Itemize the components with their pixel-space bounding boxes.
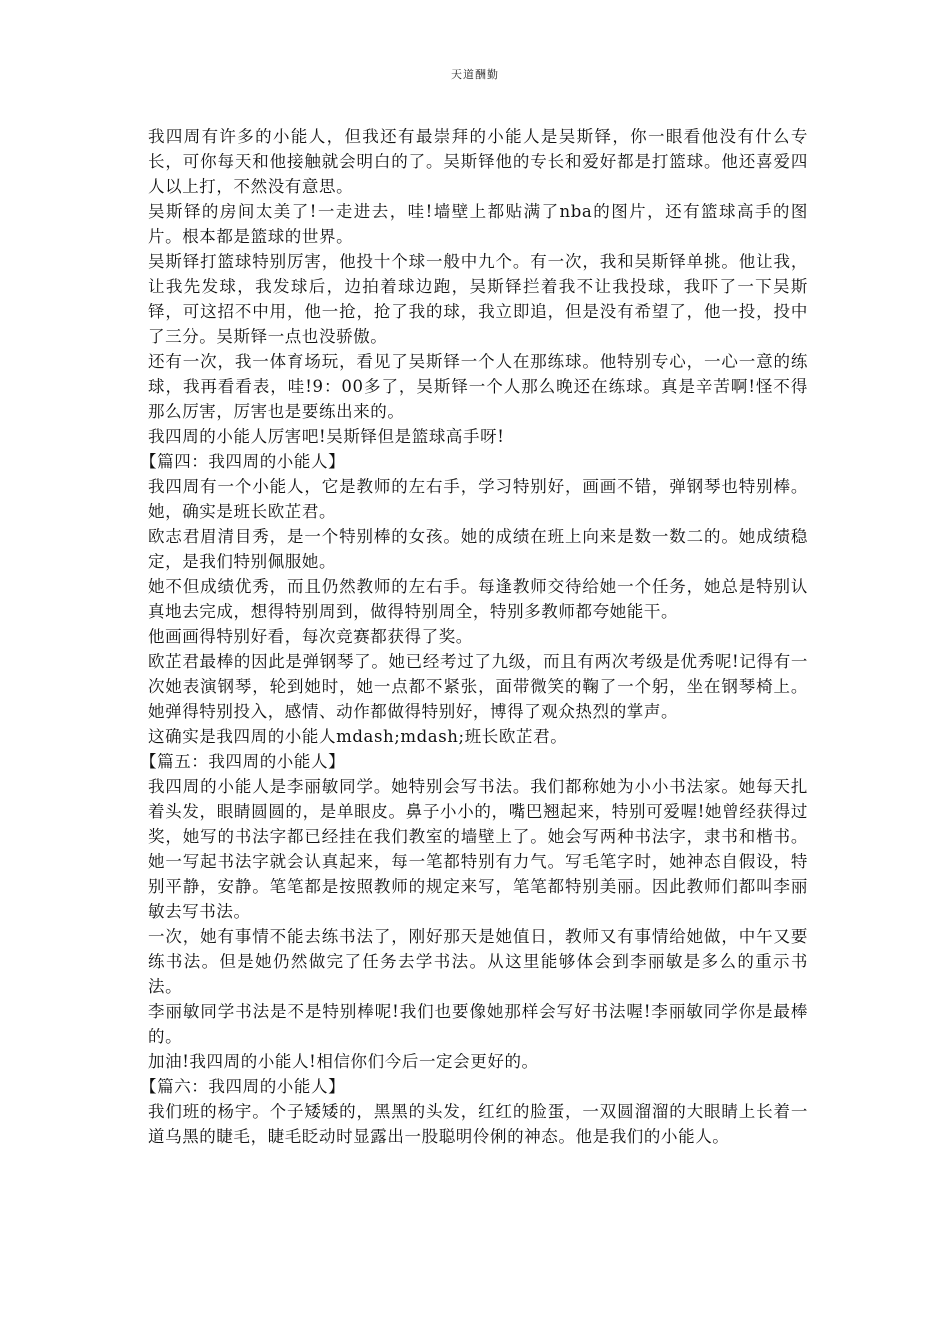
document-body	[140, 124, 808, 1149]
paragraph: 我四周的小能人厉害吧!吴斯铎但是篮球高手呀!	[148, 427, 505, 446]
paragraph: 欧芷君最棒的因此是弹钢琴了。她已经考过了九级，而且有两次考级是优秀呢!记得有一次她表演钢琴，轮到她时，她一点都不紧张，面带微笑的鞠了一个躬，坐在钢琴椅上。她弹得特别投入，感情、动作都做得特别好，博得了观众热烈的掌声。	[148, 652, 808, 721]
section-heading: 【篇六：我四周的小能人】	[140, 1077, 346, 1096]
paragraph: 我四周有许多的小能人，但我还有最崇拜的小能人是吴斯铎，你一眼看他没有什么专长，可你每天和他接触就会明白的了。吴斯铎他的专长和爱好都是打篮球。他还喜爱四人以上打，不然没有意思。	[148, 127, 808, 196]
paragraph: 还有一次，我一体育场玩，看见了吴斯铎一个人在那练球。他特别专心，一心一意的练球，我再看看表，哇!9：00多了，吴斯铎一个人那么晚还在练球。真是辛苦啊!怪不得那么厉害，厉害也是要练出来的。	[148, 352, 808, 421]
paragraph: 吴斯铎打篮球特别厉害，他投十个球一般中九个。有一次，我和吴斯铎单挑。他让我，让我先发球，我发球后，边拍着球边跑，吴斯铎拦着我不让我投球，我吓了一下吴斯铎，可这招不中用，他一抢，抢了我的球，我立即追，但是没有希望了，他一投，投中了三分。吴斯铎一点也没骄傲。	[148, 252, 808, 346]
paragraph: 欧志君眉清目秀，是一个特别棒的女孩。她的成绩在班上向来是数一数二的。她成绩稳定，是我们特别佩服她。	[148, 527, 808, 571]
paragraph: 我四周有一个小能人，它是教师的左右手，学习特别好，画画不错，弹钢琴也特别棒。她，确实是班长欧芷君。	[148, 477, 808, 521]
paragraph: 这确实是我四周的小能人mdash;mdash;班长欧芷君。	[148, 727, 568, 746]
paragraph: 他画画得特别好看，每次竞赛都获得了奖。	[148, 627, 473, 646]
paragraph: 一次，她有事情不能去练书法了，刚好那天是她值日，教师又有事情给她做，中午又要练书法。但是她仍然做完了任务去学书法。从这里能够体会到李丽敏是多么的重示书法。	[148, 927, 808, 996]
page-header: 天道酬勤	[451, 68, 499, 81]
paragraph: 我们班的杨宇。个子矮矮的，黑黑的头发，红红的脸蛋，一双圆溜溜的大眼睛上长着一道乌黑的睫毛，睫毛眨动时显露出一股聪明伶俐的神态。他是我们的小能人。	[148, 1102, 808, 1146]
paragraph: 加油!我四周的小能人!相信你们今后一定会更好的。	[148, 1052, 539, 1071]
paragraph: 我四周的小能人是李丽敏同学。她特别会写书法。我们都称她为小小书法家。她每天扎着头发，眼睛圆圆的，是单眼皮。鼻子小小的，嘴巴翘起来，特别可爱喔!她曾经获得过奖，她写的书法字都已经挂在我们教室的墙壁上了。她会写两种书法字，隶书和楷书。她一写起书法字就会认真起来，每一笔都特别有力气。写毛笔字时，她神态自假设，特别平静，安静。笔笔都是按照教师的规定来写，笔笔都特别美丽。因此教师们都叫李丽敏去写书法。	[148, 777, 808, 921]
section-heading: 【篇四：我四周的小能人】	[140, 452, 346, 471]
paragraph: 她不但成绩优秀，而且仍然教师的左右手。每逢教师交待给她一个任务，她总是特别认真地去完成，想得特别周到，做得特别周全，特别多教师都夸她能干。	[148, 577, 808, 621]
paragraph: 吴斯铎的房间太美了!一走进去，哇!墙壁上都贴满了nba的图片，还有篮球高手的图片。根本都是篮球的世界。	[148, 202, 808, 246]
section-heading: 【篇五：我四周的小能人】	[140, 752, 346, 771]
paragraph: 李丽敏同学书法是不是特别棒呢!我们也要像她那样会写好书法喔!李丽敏同学你是最棒的。	[148, 1002, 808, 1046]
